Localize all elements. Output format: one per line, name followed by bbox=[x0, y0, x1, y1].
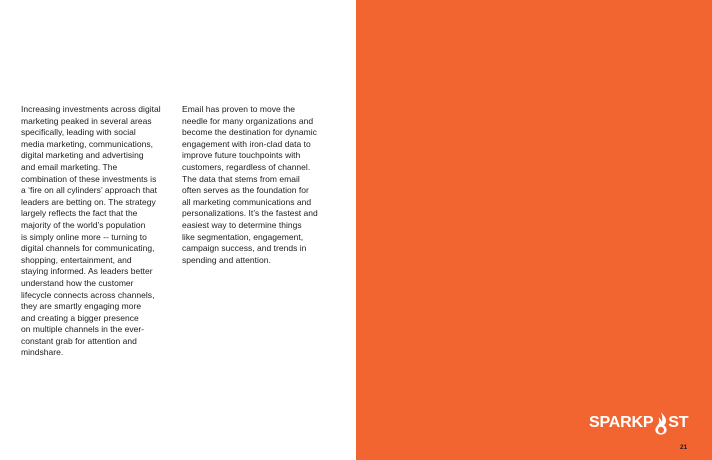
logo-text-start: SPARKP bbox=[589, 414, 654, 431]
body-text-column-left: Increasing investments across digital marketing peaked in several areas specifically, leading with social media marketing, communications, digital marketing and advertising and email marketing. The combination of these investments is a ‘fire on all cylinders’ approach that leaders are betting on. The strategy largely reflects the fact that the majority of the world’s population is simply online more -- turning to digital channels for communicating, shopping, entertainment, and staying informed. As leaders better understand how the customer lifecycle connects across channels, they are smartly engaging more and creating a bigger presence on multiple channels in the ever- constant grab for attention and mindshare. bbox=[21, 104, 161, 358]
flame-icon bbox=[654, 411, 668, 435]
orange-panel bbox=[356, 0, 712, 460]
logo-text-end: ST bbox=[668, 414, 689, 431]
body-text-column-right: Email has proven to move the needle for many organizations and become the destination for dynamic engagement with iron-clad data to improve future touchpoints with customers, regardless of channel. The data that stems from email often serves as the foundation for all marketing communications and personalizations. It’s the fastest and easiest way to determine things like segmentation, engagement, campaign success, and trends in spending and attention. bbox=[182, 104, 318, 265]
sparkpost-logo bbox=[589, 411, 688, 435]
page-number: 21 bbox=[680, 444, 688, 451]
